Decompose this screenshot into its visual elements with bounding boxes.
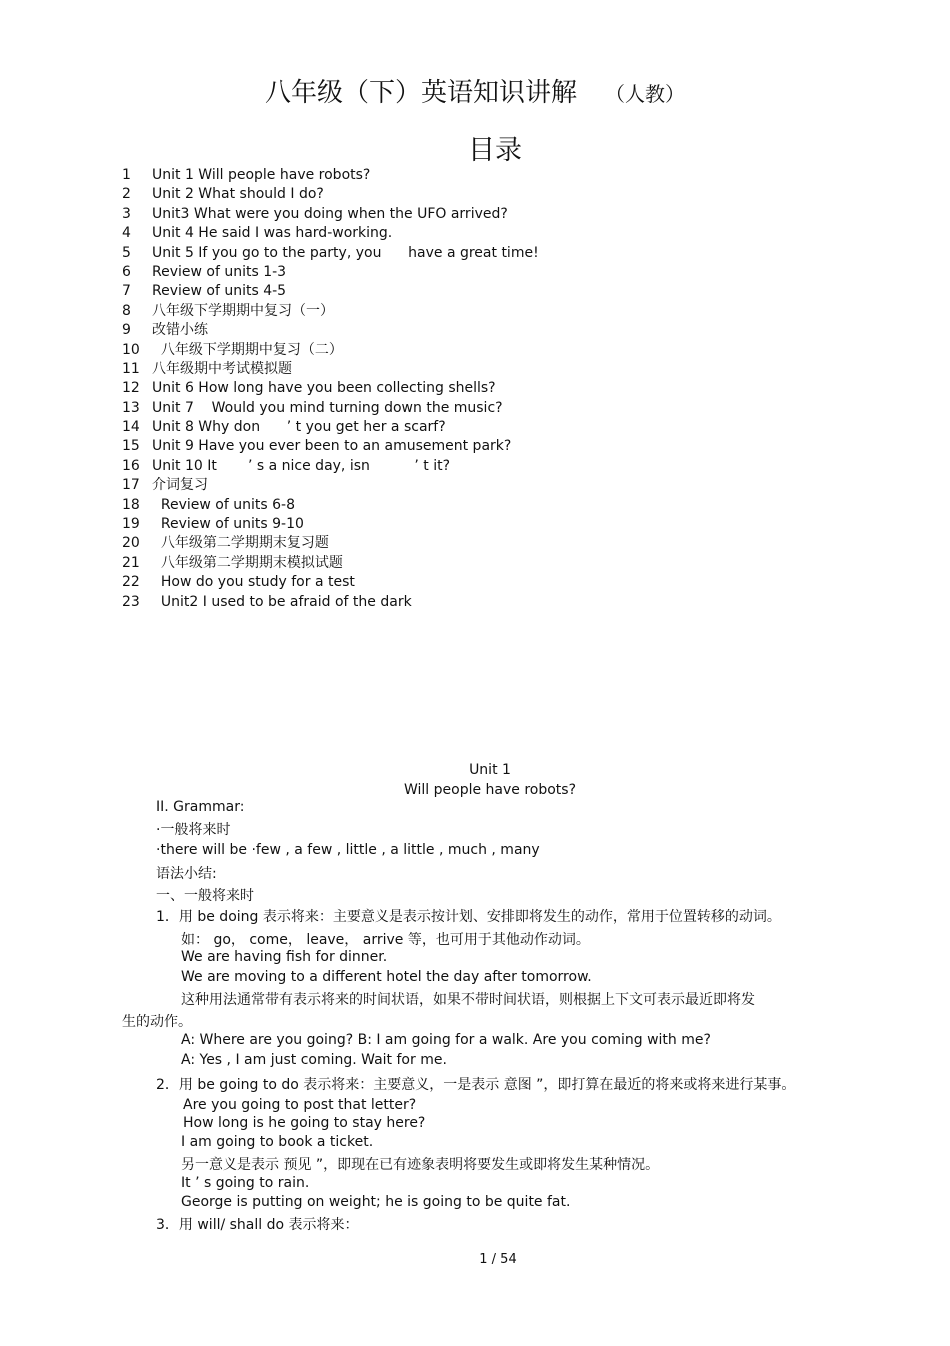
- bullet-future-tense: ·一般将来时: [156, 822, 231, 838]
- toc-item: [122, 573, 539, 592]
- toc-item-number: 20: [122, 535, 140, 552]
- toc-item-title: 八年级第二学期期末复习题: [152, 535, 329, 552]
- toc-item: [122, 515, 539, 534]
- toc-item-title: Unit 8 Why don ’ t you get her a scarf?: [152, 419, 446, 436]
- toc-item: [122, 379, 539, 398]
- toc-item-title: Unit 9 Have you ever been to an amusement park?: [152, 438, 512, 455]
- paragraph-1-note-cont: 生的动作。: [122, 1014, 192, 1030]
- example-sentence: It ’ s going to rain.: [181, 1175, 310, 1191]
- toc-item-title: 八年级期中考试模拟题: [152, 360, 292, 377]
- toc-item: [122, 399, 539, 418]
- page-number: 1 / 54: [479, 1252, 517, 1267]
- grammar-summary: 语法小结:: [156, 866, 217, 882]
- toc-item: [122, 282, 539, 301]
- bullet-there-will-be: ·there will be ·few , a few , little , a little , much , many: [156, 842, 540, 858]
- toc-item: [122, 418, 539, 437]
- toc-item-title: 改错小练: [152, 322, 208, 339]
- paragraph-3: 3．用 will/ shall do 表示将来：: [156, 1217, 359, 1233]
- document-title: [0, 72, 950, 109]
- toc-item-title: 八年级下学期期中复习（一）: [152, 302, 334, 319]
- toc-item: [122, 496, 539, 515]
- toc-item-number: 2: [122, 186, 131, 203]
- toc-item: [122, 263, 539, 282]
- toc-item-title: Review of units 9-10: [152, 516, 304, 533]
- toc-item-title: 八年级第二学期期末模拟试题: [152, 554, 343, 571]
- paragraph-1-examples: 如： go， come， leave， arrive 等，也可用于其他动作动词。: [181, 932, 590, 948]
- toc-item-number: 3: [122, 205, 131, 222]
- toc-item-number: 17: [122, 477, 140, 494]
- title-text: 八年级（下）英语知识讲解: [264, 78, 577, 108]
- toc-item-title: Review of units 1-3: [152, 263, 287, 280]
- toc-item: [122, 205, 539, 224]
- toc-item: [122, 321, 539, 340]
- toc-item-number: 1: [122, 167, 131, 183]
- toc-item-number: 21: [122, 554, 140, 571]
- toc-item-title: Review of units 4-5: [152, 283, 287, 300]
- toc-item: [122, 166, 539, 185]
- toc-item-title: Unit 10 It ’ s a nice day, isn ’ t it?: [152, 457, 451, 474]
- toc-item-number: 16: [122, 457, 140, 474]
- toc-item-title: Unit 5 If you go to the party, you have a great time!: [152, 244, 539, 261]
- toc-item-title: Unit 6 How long have you been collecting shells?: [152, 380, 496, 397]
- toc-item-number: 4: [122, 225, 131, 242]
- toc-item-number: 13: [122, 399, 140, 416]
- unit-subheading: Will people have robots?: [403, 782, 577, 798]
- example-sentence: We are moving to a different hotel the day after tomorrow.: [181, 969, 592, 985]
- toc-item-number: 15: [122, 438, 140, 455]
- toc-item-number: 6: [122, 263, 131, 280]
- toc-item-number: 7: [122, 283, 131, 300]
- toc-item: [122, 302, 539, 321]
- toc-item-number: 19: [122, 516, 140, 533]
- toc-item-title: 八年级下学期期中复习（二）: [152, 341, 343, 358]
- paragraph-1-note: 这种用法通常带有表示将来的时间状语，如果不带时间状语，则根据上下文可表示最近即将发: [181, 992, 755, 1008]
- toc-item-number: 8: [122, 302, 131, 319]
- example-sentence: Are you going to post that letter?: [183, 1097, 417, 1113]
- toc-item: [122, 457, 539, 476]
- example-sentence: I am going to book a ticket.: [181, 1134, 374, 1150]
- toc-item: [122, 185, 539, 204]
- toc-item: [122, 341, 539, 360]
- toc-item-number: 23: [122, 593, 140, 610]
- example-sentence: George is putting on weight; he is going to be quite fat.: [181, 1194, 571, 1210]
- toc-item-number: 22: [122, 574, 140, 591]
- grammar-heading: II. Grammar:: [156, 799, 245, 815]
- toc-item-number: 10: [122, 341, 140, 358]
- dialogue-line: A: Where are you going? B: I am going for a walk. Are you coming with me?: [181, 1032, 711, 1048]
- toc-item-title: Review of units 6-8: [152, 496, 295, 513]
- toc-item: [122, 360, 539, 379]
- example-sentence: How long is he going to stay here?: [183, 1115, 426, 1131]
- table-of-contents: [122, 166, 539, 612]
- toc-item: [122, 244, 539, 263]
- toc-item-number: 5: [122, 244, 131, 261]
- title-subtitle: （人教）: [605, 82, 685, 106]
- paragraph-1: 1．用 be doing 表示将来：主要意义是表示按计划、安排即将发生的动作，常用于位置转移的动词。: [156, 909, 781, 925]
- toc-item-number: 18: [122, 496, 140, 513]
- toc-item: [122, 534, 539, 553]
- dialogue-line: A: Yes , I am just coming. Wait for me.: [181, 1052, 447, 1068]
- toc-item-title: Unit2 I used to be afraid of the dark: [152, 593, 412, 610]
- toc-item-title: Unit 4 He said I was hard-working.: [152, 225, 393, 242]
- toc-item: [122, 554, 539, 573]
- toc-item-number: 11: [122, 360, 140, 377]
- toc-item-title: Unit 1 Will people have robots?: [152, 167, 371, 183]
- toc-item: [122, 476, 539, 495]
- toc-item: [122, 224, 539, 243]
- toc-item-number: 12: [122, 380, 140, 397]
- toc-item-title: Unit 2 What should I do?: [152, 186, 324, 203]
- toc-item-title: 介词复习: [152, 477, 208, 494]
- section-future-tense: 一、一般将来时: [156, 888, 254, 904]
- toc-item-title: Unit 7 Would you mind turning down the music?: [152, 399, 503, 416]
- paragraph-2: 2．用 be going to do 表示将来：主要意义，一是表示 意图 ”，即打算在最近的将来或将来进行某事。: [156, 1077, 796, 1093]
- toc-item-title: Unit3 What were you doing when the UFO arrived?: [152, 205, 508, 222]
- unit-heading: Unit 1: [469, 762, 511, 778]
- toc-item-number: 9: [122, 322, 131, 339]
- toc-item-number: 14: [122, 419, 140, 436]
- toc-item: [122, 593, 539, 612]
- example-sentence: We are having fish for dinner.: [181, 949, 388, 965]
- toc-heading: 目录: [468, 135, 522, 166]
- toc-item: [122, 437, 539, 456]
- toc-item-title: How do you study for a test: [152, 574, 355, 591]
- paragraph-2-note: 另一意义是表示 预见 ”，即现在已有迹象表明将要发生或即将发生某种情况。: [181, 1157, 660, 1173]
